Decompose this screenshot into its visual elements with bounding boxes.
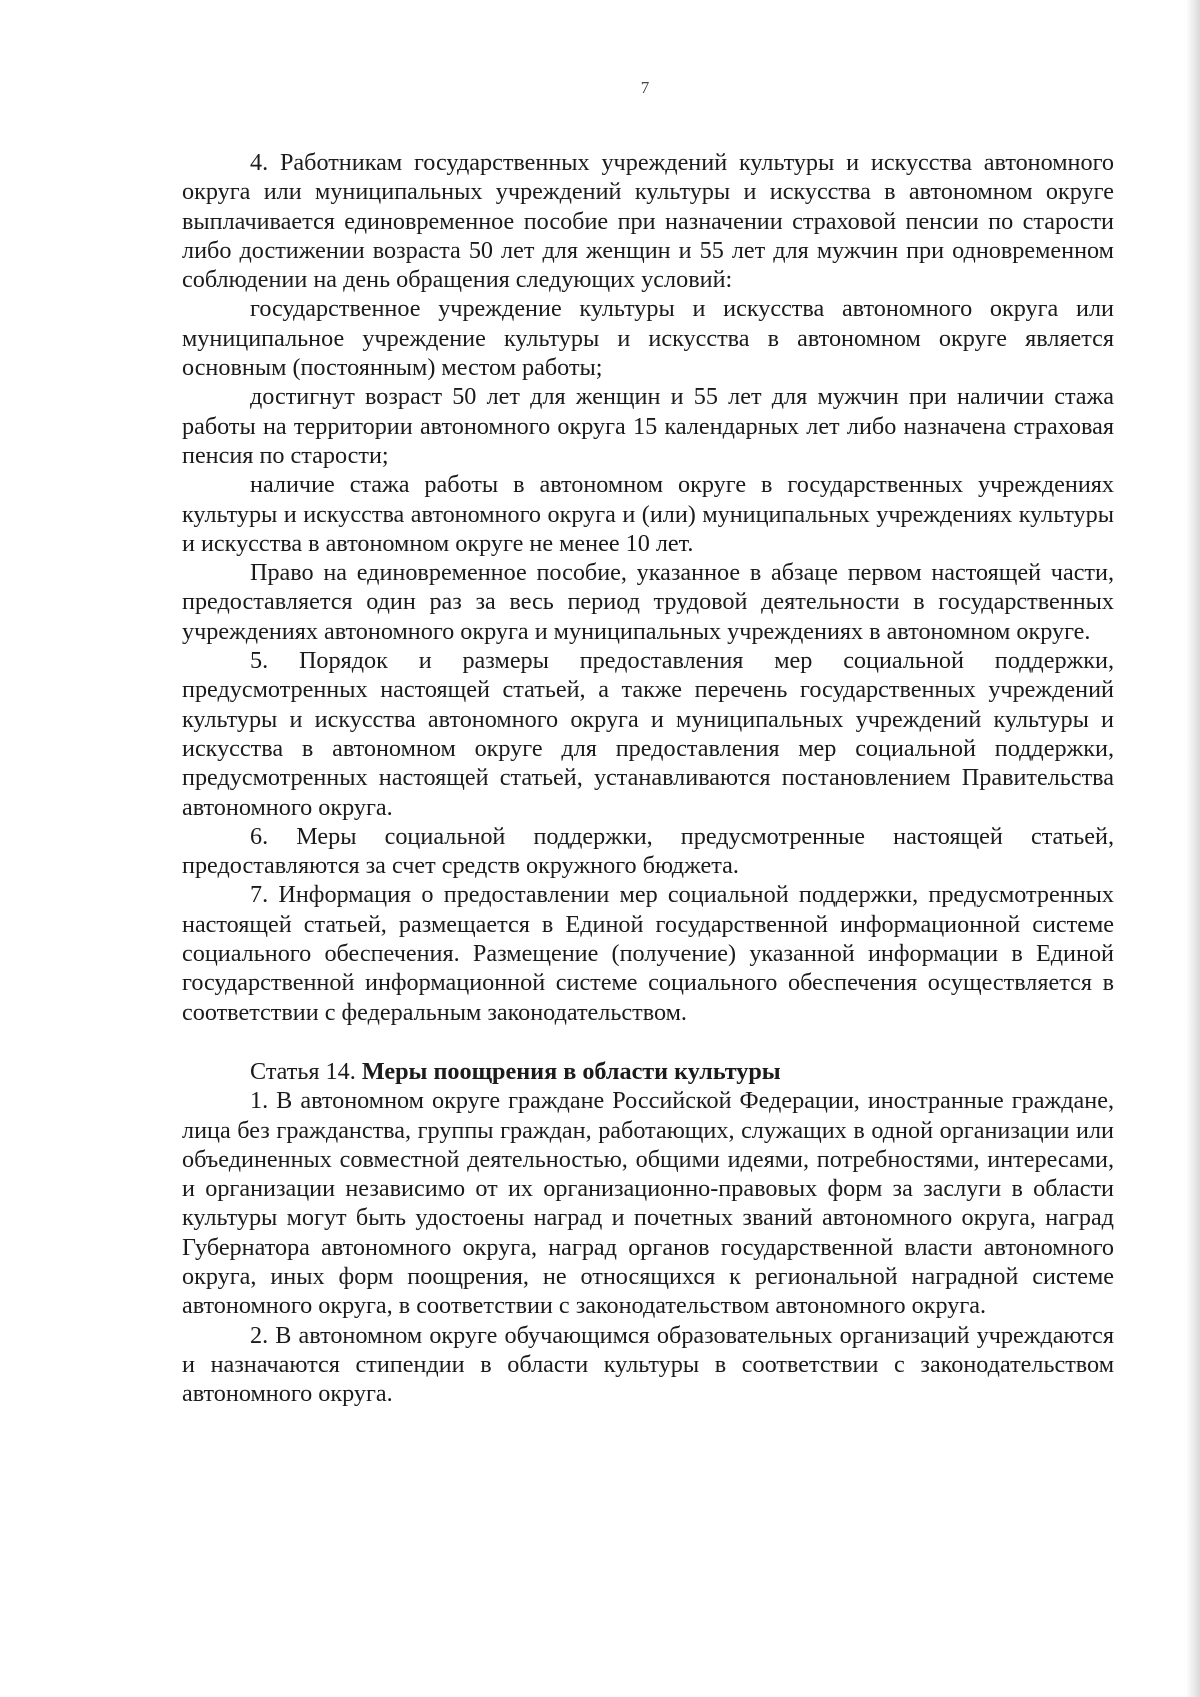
paragraph-condition-experience: наличие стажа работы в автономном округе в государственных учреждениях культуры и искусства автономного округа и (или) муниципальных учреждениях культуры и искусства в автономном округе не менее 10 лет.	[182, 471, 1114, 557]
article-number: Статья 14.	[250, 1057, 356, 1085]
paragraph-part-5: 5. Порядок и размеры предоставления мер социальной поддержки, предусмотренных настоящей статьей, а также перечень государственных учреждений культуры и искусства автономного округа и муниципальных учреждений культуры и искусства в автономном округе для предоставления мер социальной поддержки, предусмотренных настоящей статьей, устанавливаются постановлением Правительства автономного округа.	[182, 647, 1114, 821]
article-paragraph-2: 2. В автономном округе обучающимся образовательных организаций учреждаются и назначаются стипендии в области культуры в соответствии с законодательством автономного округа.	[182, 1321, 1114, 1408]
document-body	[182, 148, 1114, 1408]
paragraph-part-6: 6. Меры социальной поддержки, предусмотренные настоящей статьей, предоставляются за счет средств окружного бюджета.	[182, 822, 1114, 880]
paragraph-part-4: 4. Работникам государственных учреждений культуры и искусства автономного округа или муниципальных учреждений культуры и искусства в автономном округе выплачивается единовременное пособие при назначении страховой пенсии по старости либо достижении возраста 50 лет для женщин и 55 лет для мужчин при одновременном соблюдении на день обращения следующих условий:	[182, 149, 1114, 294]
paragraph-part-7: 7. Информация о предоставлении мер социальной поддержки, предусмотренных настоящей статьей, размещается в Единой государственной информационной системе социального обеспечения. Размещение (получение) указанной информации в Единой государственной информационной системе социального обеспечения осуществляется в соответствии с федеральным законодательством.	[182, 881, 1114, 1026]
page-number: 7	[640, 78, 650, 97]
paragraph-right-to-allowance: Право на единовременное пособие, указанное в абзаце первом настоящей части, предоставляется один раз за весь период трудовой деятельности в государственных учреждениях автономного округа и муниципальных учреждениях в автономном округе.	[182, 559, 1114, 645]
article-paragraph-1: 1. В автономном округе граждане Российской Федерации, иностранные граждане, лица без гражданства, группы граждан, работающих, служащих в одной организации или объединенных совместной деятельностью, общими идеями, потребностями, интересами, и организации независимо от их организационно-правовых форм за заслуги в области культуры могут быть удостоены наград и почетных званий автономного округа, наград Губернатора автономного округа, наград органов государственной власти автономного округа, иных форм поощрения, не относящихся к региональной наградной системе автономного округа, в соответствии с законодательством автономного округа.	[182, 1087, 1114, 1320]
scan-edge	[1186, 0, 1200, 1697]
paragraph-condition-workplace: государственное учреждение культуры и искусства автономного округа или муниципальное учреждение культуры и искусства в автономном округе является основным (постоянным) местом работы;	[182, 295, 1114, 382]
paragraph-condition-age: достигнут возраст 50 лет для женщин и 55 лет для мужчин при наличии стажа работы на территории автономного округа 15 календарных лет либо назначена страховая пенсия по старости;	[182, 383, 1114, 469]
article-heading	[182, 1057, 1114, 1086]
article-title: Меры поощрения в области культуры	[361, 1057, 781, 1085]
